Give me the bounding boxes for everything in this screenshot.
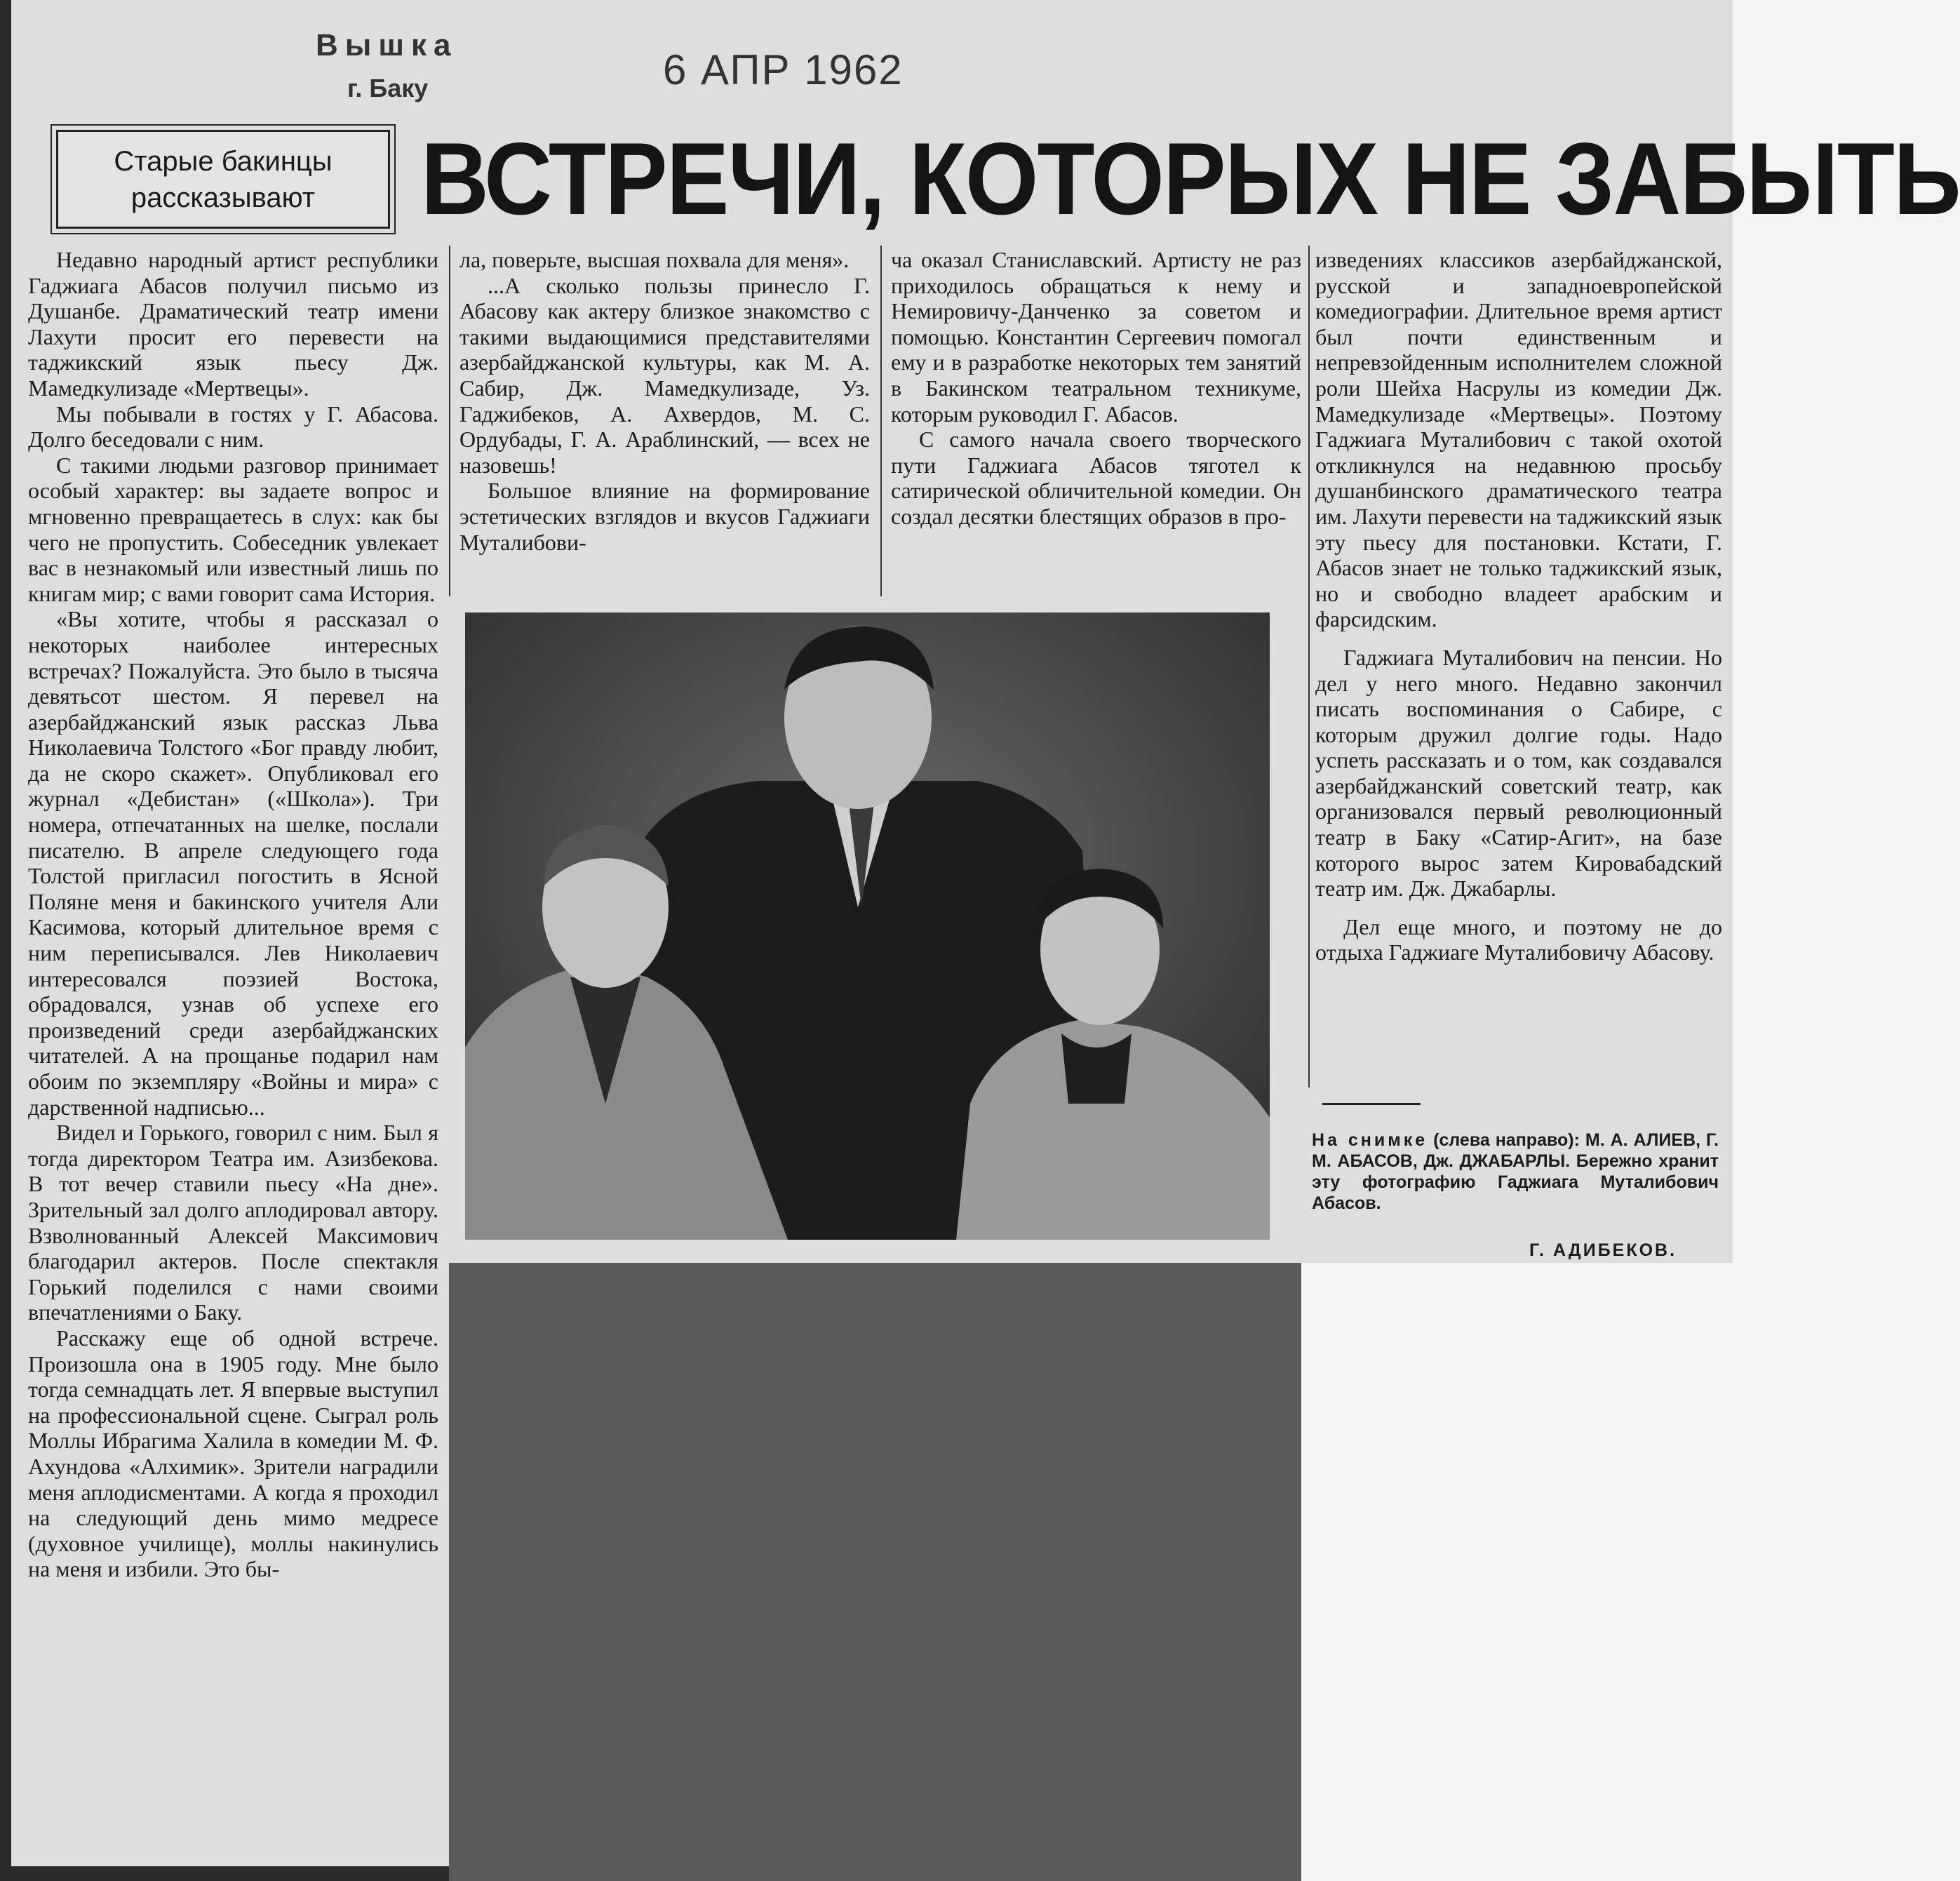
caption-divider	[1322, 1103, 1421, 1105]
column-rule	[880, 246, 882, 596]
col1-paragraph: Видел и Горького, говорил с ним. Был я тогда директором Театра им. Азизбекова. В тот вечер ставили пьесу «На дне». Зрительный зал долго аплодировал автору. Взволнованный Алексей Максимович благодарил актеров. После спектакля Горький поделился с нами своими впечатлениями о Баку.	[28, 1120, 438, 1325]
col1-paragraph: «Вы хотите, чтобы я рассказал о некоторых наиболее интересных встречах? Пожалуйста. Это было в тысяча девятьсот шестом. Я перевел на азербайджанский язык рассказ Льва Николаевича Толстого «Бог правду любит, да не скоро скажет». Опубликовал его журнал «Дебистан» («Школа»). Три номера, отпечатанных на шелке, послали писателю. В апреле следующего года Толстой пригласил погостить в Ясной Поляне меня и бакинского учителя Али Касимова, который длительное время с ним переписывался. Лев Николаевич интересовался поэзией Востока, обрадовался, узнав об успехе его произведений среди азербайджанских читателей. А на прощанье подарил нам обоим по экземпляру «Войны и мира» с дарственной надписью...	[28, 606, 438, 1120]
article-column-2	[459, 247, 870, 555]
article-column-3	[891, 247, 1301, 530]
rubric-line-2: рассказывают	[130, 182, 316, 213]
scan-left-border	[0, 0, 11, 1881]
rubric-line-1: Старые бакинцы	[114, 145, 333, 177]
col1-paragraph: С такими людьми разговор принимает особый характер: вы задаете вопрос и мгновенно превращаетесь в слух: как бы чего не пропустить. Собеседник увлекает вас в незнакомый или известный лишь по книгам мир; с вами говорит сама История.	[28, 452, 438, 606]
col3-paragraph: С самого начала своего творческого пути Гаджиага Абасов тяготел к сатирической обличительной комедии. Он создал десятки блестящих образов в про-	[891, 427, 1301, 529]
article-column-4	[1315, 247, 1722, 965]
col1-paragraph: Расскажу еще об одной встрече. Произошла она в 1905 году. Мне было тогда семнадцать лет. Я впервые выступил на профессиональной сцене. Сыграл роль Моллы Ибрагима Халила в комедии М. Ф. Ахундова «Алхимик». Зрители наградили меня аплодисментами. А когда я проходил на следующий день мимо медресе (духовное училище), моллы накинулись на меня и избили. Это бы-	[28, 1325, 438, 1582]
col1-paragraph: Недавно народный артист республики Гаджиага Абасов получил письмо из Душанбе. Драматический театр имени Лахути просит его перевести на таджикский язык пьесу Дж. Мамедкулизаде «Мертвецы».	[28, 247, 438, 401]
rubric-box	[56, 130, 390, 229]
col4-paragraph: Дел еще много, и поэтому не до отдыха Гаджиаге Муталибовичу Абасову.	[1315, 913, 1722, 965]
group-photo-image	[465, 613, 1270, 1240]
col4-paragraph: изведениях классиков азербайджанской, русской и западноевропейской комедиографии. Длительное время артист был почти единственным и непревзойденным исполнителем сложной роли Шейха Насрулы из комедии Дж. Мамедкулизаде «Мертвецы». Поэтому Гаджиага Муталибович с такой охотой откликнулся на недавнюю просьбу душанбинского драматического театра им. Лахути перевести на таджикский язык эту пьесу для постановки. Кстати, Г. Абасов знает не только таджикский язык, но и свободно владеет арабским и фарсидским.	[1315, 247, 1722, 632]
scan-bottom-border	[0, 1866, 449, 1881]
stamp-city: г. Баку	[347, 74, 429, 102]
photo-caption	[1312, 1130, 1719, 1214]
caption-text: (слева направо): М. А. АЛИЕВ, Г. М. АБАСОВ, Дж. ДЖАБАРЛЫ. Бережно хранит эту фотографию Гаджиага Муталибович Абасов.	[1312, 1130, 1719, 1213]
col2-paragraph: Большое влияние на формирование эстетических взглядов и вкусов Гаджиаги Муталибови-	[459, 478, 870, 555]
backing-sheet	[449, 1263, 1301, 1881]
column-rule	[1308, 246, 1310, 1087]
col2-paragraph: ла, поверьте, высшая похвала для меня».	[459, 247, 850, 272]
col1-paragraph: Мы побывали в гостях у Г. Абасова. Долго беседовали с ним.	[28, 401, 438, 453]
group-photo	[465, 613, 1270, 1240]
col3-paragraph: ча оказал Станиславский. Артисту не раз приходилось обращаться к нему и Немировичу-Данченко за советом и помощью. Константин Сергеевич помогал ему и в разработке некоторых тем занятий в Бакинском театральном техникуме, которым руководил Г. Абасов.	[891, 247, 1301, 427]
col2-paragraph: ...А сколько пользы принесло Г. Абасову как актеру близкое знакомство с такими выдающимися представителями азербайджанской культуры, как М. А. Сабир, Дж. Мамедкулизаде, Уз. Гаджибеков, А. Ахвердов, М. С. Ордубады, Г. А. Араблинский, — всех не назовешь!	[459, 272, 870, 478]
article-author: Г. АДИБЕКОВ.	[1529, 1240, 1677, 1260]
article-headline: ВСТРЕЧИ, КОТОРЫХ НЕ ЗАБЫТЬ	[421, 121, 1960, 236]
column-rule	[449, 246, 450, 596]
col4-paragraph: Гаджиага Муталибович на пенсии. Но дел у него много. Недавно закончил писать воспоминания о Сабире, с которым дружил долгие годы. Надо успеть рассказать и о том, как создавался азербайджанский советский театр, как организовался первый революционный театр в Баку «Сатир-Агит», на базе которого вырос затем Кировабадский театр им. Дж. Джабарлы.	[1315, 644, 1722, 902]
caption-lead: На снимке	[1312, 1130, 1428, 1150]
article-column-1	[28, 247, 438, 1582]
stamp-newspaper-name: Вышка	[316, 28, 458, 62]
stamp-date: 6 АПР 1962	[663, 46, 904, 93]
